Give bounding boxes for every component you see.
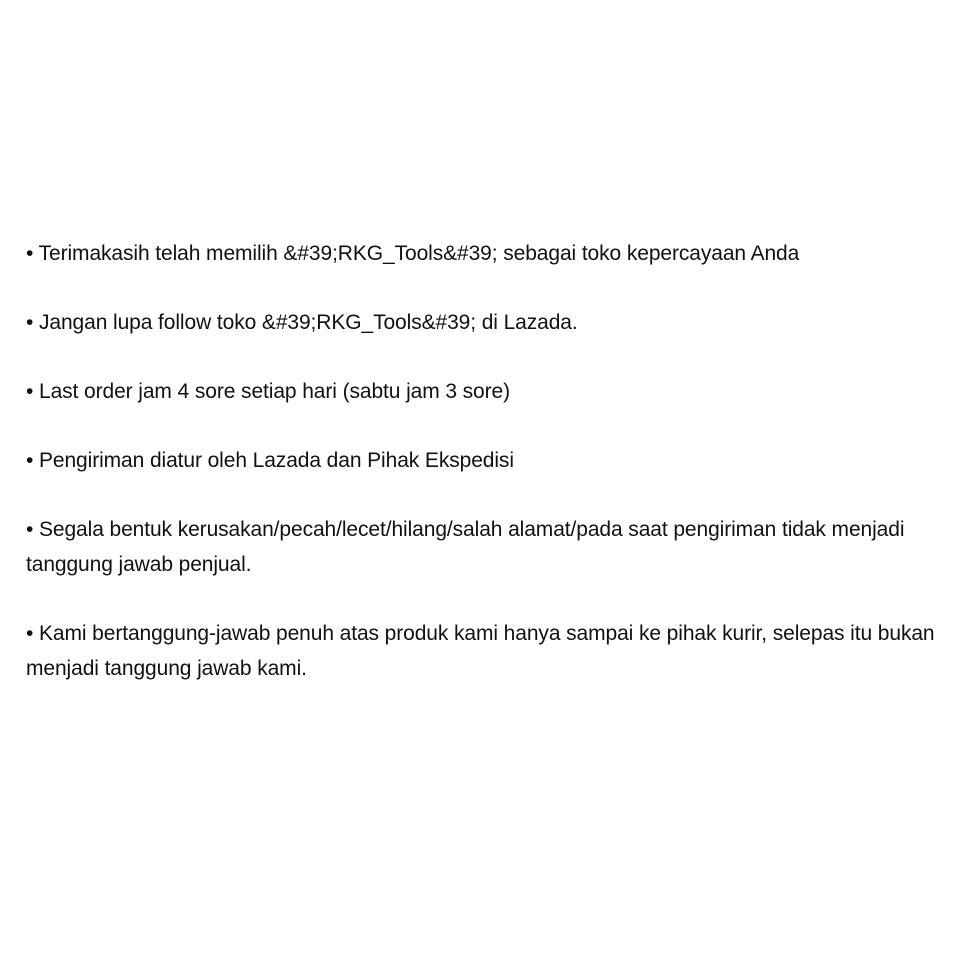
notice-thanks: • Terimakasih telah memilih &#39;RKG_Tools&#39; sebagai toko kepercayaan Anda bbox=[26, 242, 800, 265]
notice-last-order: • Last order jam 4 sore setiap hari (sabtu jam 3 sore) bbox=[26, 380, 510, 403]
notice-courier-responsibility: • Kami bertanggung-jawab penuh atas produk kami hanya sampai ke pihak kurir, selepas itu bukan menjadi tanggung jawab kami. bbox=[26, 622, 935, 680]
notice-shipping: • Pengiriman diatur oleh Lazada dan Pihak Ekspedisi bbox=[26, 449, 514, 472]
store-notice bbox=[26, 236, 936, 686]
notice-damage-liability: • Segala bentuk kerusakan/pecah/lecet/hilang/salah alamat/pada saat pengiriman tidak menjadi tanggung jawab penjual. bbox=[26, 518, 905, 576]
notice-follow: • Jangan lupa follow toko &#39;RKG_Tools&#39; di Lazada. bbox=[26, 311, 578, 334]
